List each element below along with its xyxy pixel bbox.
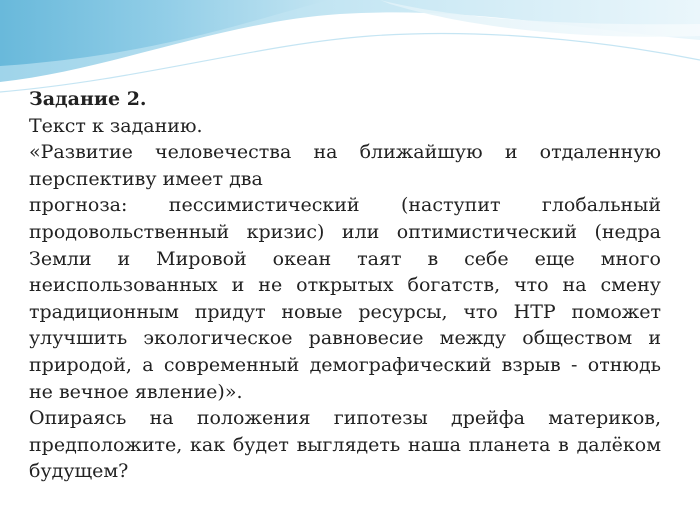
task-subtitle: Текст к заданию. <box>29 114 203 137</box>
quote-paragraph-1: «Развитие человечества на ближайшую и отдаленную перспективу имеет два <box>29 141 661 190</box>
quote-paragraph-2: прогноза: пессимистический (наступит глобальный продовольственный кризис) или оптимистический (недра Земли и Мировой океан таят в себе еще много неиспользованных и не открытых богатств, что на смену традиционным придут новые ресурсы, что НТР поможет улучшить экологическое равновесие между обществом и природой, а современный демографический взрыв - отнюдь не вечное явление)». <box>29 194 661 403</box>
task-title: Задание 2. <box>29 88 147 110</box>
task-question: Опираясь на положения гипотезы дрейфа материков, предположите, как будет выглядеть наша планета в далёком будущем? <box>29 407 661 483</box>
slide-text-body <box>29 86 661 485</box>
